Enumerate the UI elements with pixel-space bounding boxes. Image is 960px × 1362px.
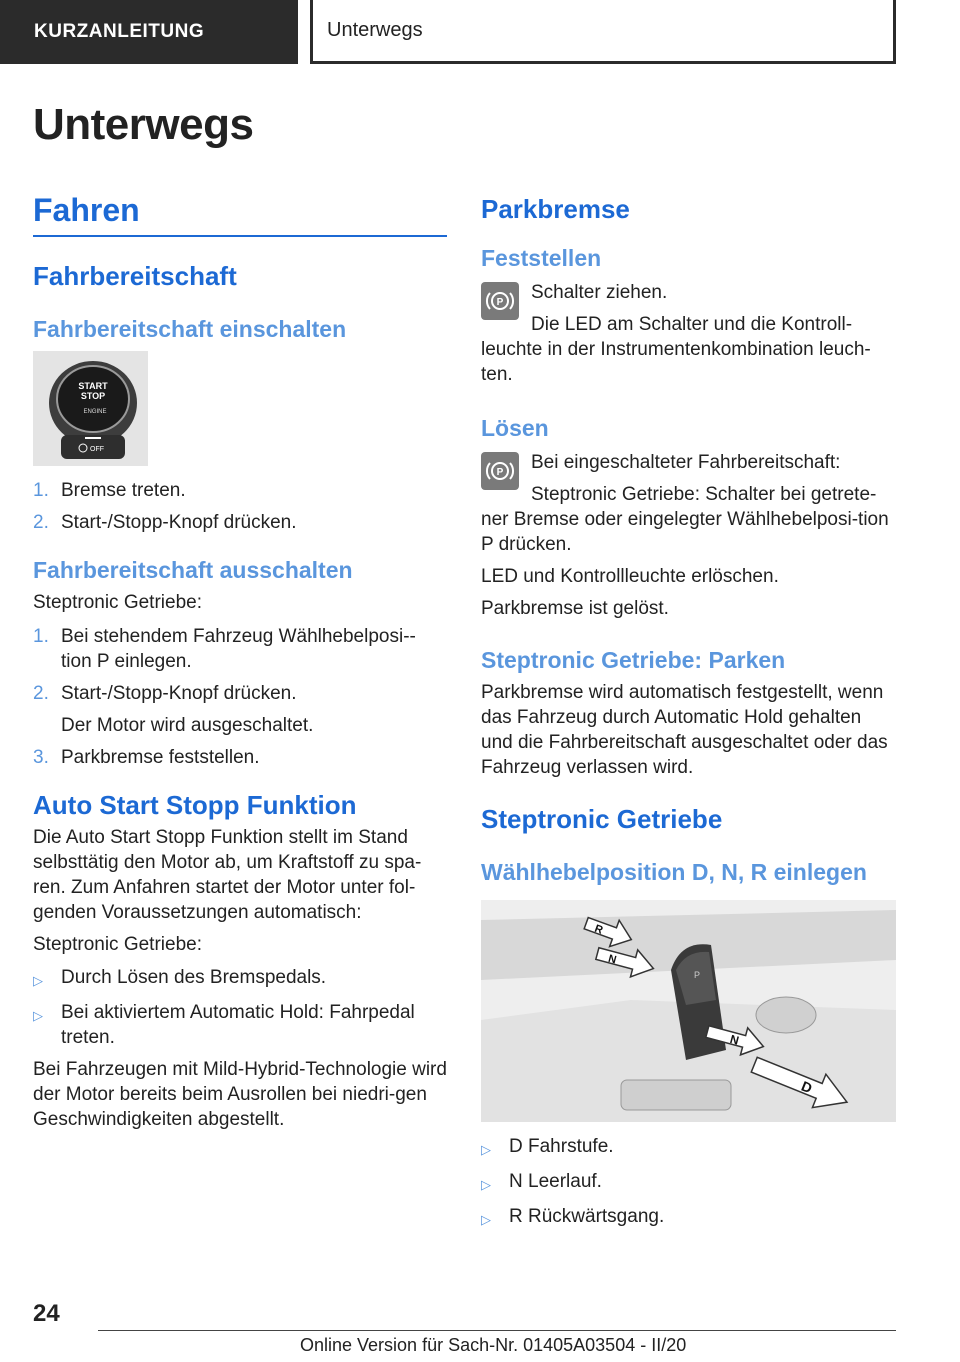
arrow-d-label: D: [799, 1077, 815, 1097]
auto-start-outro: Bei Fahrzeugen mit Mild-Hybrid-Technologie wird der Motor bereits beim Ausrollen bei niedri-gen Geschwindigkeiten abgestellt.: [33, 1059, 447, 1130]
heading-fahren: Fahren: [33, 192, 447, 237]
right-column: [481, 188, 896, 1232]
heading-fahrbereitschaft: Fahrbereitschaft: [33, 261, 237, 291]
triangle-bullet-icon: ▷: [33, 1008, 43, 1023]
heading-parkbremse: Parkbremse: [481, 194, 630, 224]
stop-label: STOP: [80, 391, 106, 401]
loesen-line2: Steptronic Getriebe: Schalter bei getrete-ner Bremse oder eingelegter Wählhebelposi-tion P drücken.: [481, 484, 889, 555]
list-item: ▷ N Leerlauf.: [481, 1169, 896, 1197]
heading-loesen: Lösen: [481, 415, 549, 441]
triangle-bullet-icon: ▷: [481, 1142, 491, 1157]
list-item-sub: Der Motor wird ausgeschaltet.: [61, 715, 314, 736]
loesen-line3: LED und Kontrollleuchte erlöschen.: [481, 566, 779, 587]
loesen-line1: Bei eingeschalteter Fahrbereitschaft:: [531, 452, 841, 473]
shifter-p-label: P: [694, 970, 701, 980]
left-column: [33, 188, 447, 1132]
svg-text:P: P: [496, 467, 504, 478]
heading-feststellen: Feststellen: [481, 245, 602, 271]
feststellen-line1: Schalter ziehen.: [531, 282, 668, 303]
list-item: ▷ R Rückwärtsgang.: [481, 1204, 896, 1232]
heading-parken: Steptronic Getriebe: Parken: [481, 647, 786, 673]
list-item: 1. Bremse treten.: [33, 480, 186, 501]
heading-einschalten: Fahrbereitschaft einschalten: [33, 316, 347, 342]
triangle-bullet-icon: ▷: [481, 1212, 491, 1227]
heading-ausschalten: Fahrbereitschaft ausschalten: [33, 557, 353, 583]
list-item: 2. Start-/Stopp-Knopf drücken.: [33, 683, 297, 704]
auto-start-intro: Steptronic Getriebe:: [33, 934, 202, 955]
triangle-bullet-icon: ▷: [481, 1177, 491, 1192]
page-number: 24: [33, 1300, 60, 1327]
footer-version: Online Version für Sach-Nr. 01405A03504 - II/20: [300, 1335, 687, 1355]
parking-brake-icon: [481, 452, 519, 490]
header-chapter-tab: Unterwegs: [310, 0, 896, 64]
off-label: OFF: [90, 446, 104, 453]
start-label: START: [78, 381, 108, 391]
page-title: Unterwegs: [33, 100, 254, 149]
engine-label: ENGINE: [83, 409, 107, 415]
auto-start-text: Die Auto Start Stopp Funktion stellt im Stand selbsttätig den Motor ab, um Kraftstoff zu spa-ren. Zum Anfahren startet der Motor unter fol-genden Voraussetzungen automatisch:: [33, 827, 422, 923]
arrow-n-bottom-label: N: [728, 1031, 741, 1048]
list-item: ▷ D Fahrstufe.: [481, 1134, 896, 1162]
footer-divider: [98, 1330, 896, 1331]
parking-brake-icon: [481, 282, 519, 320]
list-item: 2. Start-/Stopp-Knopf drücken.: [33, 512, 297, 533]
gear-selector-image: [481, 900, 896, 1122]
list-item: ▷ Bei aktiviertem Automatic Hold: Fahrpedal treten.: [33, 1002, 415, 1048]
start-stop-button-image: [33, 351, 148, 466]
ausschalten-intro: Steptronic Getriebe:: [33, 592, 202, 613]
svg-text:P: P: [496, 297, 504, 308]
heading-auto-start-stopp: Auto Start Stopp Funktion: [33, 790, 357, 820]
feststellen-line2: Die LED am Schalter und die Kontroll-leuchte in der Instrumentenkombination leuch-ten.: [481, 314, 871, 385]
arrow-n-top-label: N: [606, 952, 618, 967]
heading-steptronic: Steptronic Getriebe: [481, 804, 723, 834]
loesen-line4: Parkbremse ist gelöst.: [481, 598, 669, 619]
heading-waehlhebel: Wählhebelposition D, N, R einlegen: [481, 859, 867, 885]
list-item: ▷ Durch Lösen des Bremspedals.: [33, 965, 447, 993]
header-section-tab: KURZANLEITUNG: [0, 0, 298, 64]
list-item: 3. Parkbremse feststellen.: [33, 747, 260, 768]
list-item: 1. Bei stehendem Fahrzeug Wählhebelposi-tion P einlegen.: [33, 626, 416, 672]
parken-text: Parkbremse wird automatisch festgestellt, wenn das Fahrzeug durch Automatic Hold gehalten und die Fahrbereitschaft ausgeschaltet oder das Fahrzeug verlassen wird.: [481, 682, 888, 778]
triangle-bullet-icon: ▷: [33, 973, 43, 988]
arrow-r-label: R: [592, 922, 605, 937]
